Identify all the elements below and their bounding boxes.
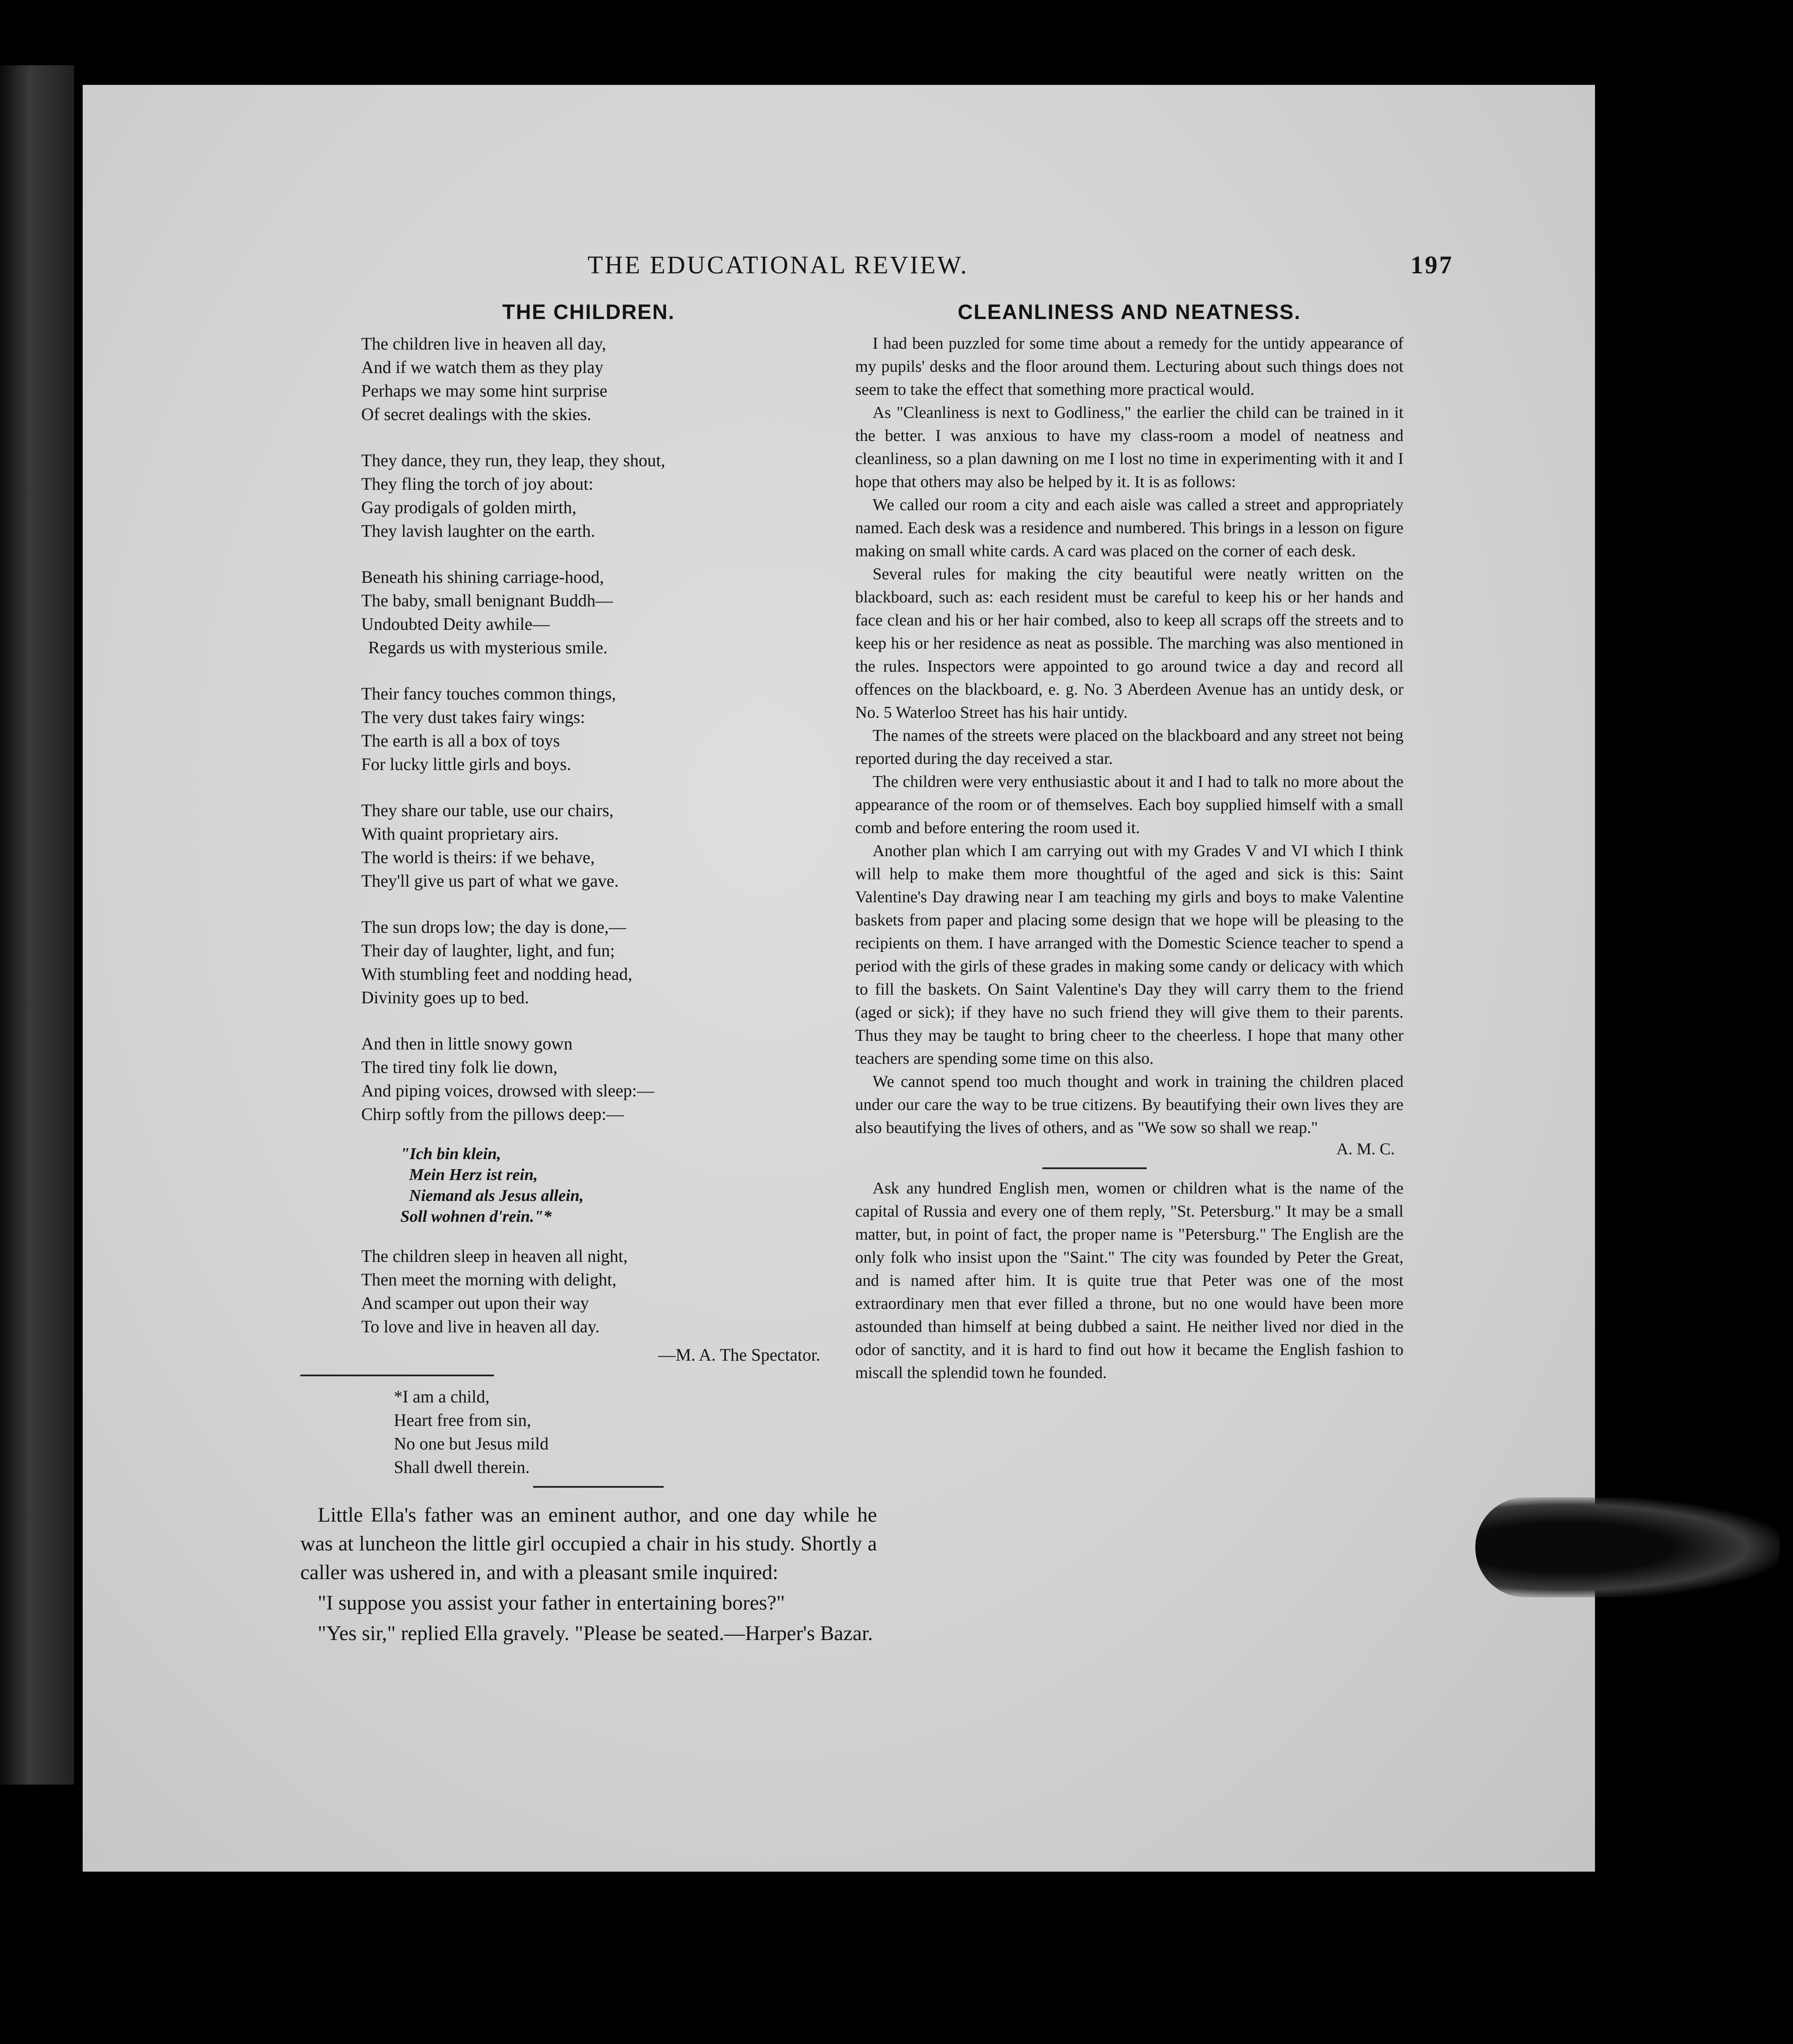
page-number: 197 bbox=[1410, 251, 1454, 279]
poem-line: The world is theirs: if we behave, bbox=[361, 847, 595, 867]
poem-line: Their day of laughter, light, and fun; bbox=[361, 941, 615, 960]
poem-line: They lavish laughter on the earth. bbox=[361, 521, 595, 541]
book-page bbox=[83, 85, 1595, 1872]
poem-line: For lucky little girls and boys. bbox=[361, 754, 571, 774]
german-line: Niemand als Jesus allein, bbox=[409, 1187, 584, 1205]
poem-line: Their fancy touches common things, bbox=[361, 684, 616, 703]
poem-line: With quaint proprietary airs. bbox=[361, 824, 559, 844]
footnote-line: *I am a child, bbox=[394, 1387, 490, 1406]
poem-line: With stumbling feet and nodding head, bbox=[361, 964, 632, 984]
poem-line: Undoubted Deity awhile— bbox=[361, 614, 550, 634]
poem-line: They dance, they run, they leap, they shout, bbox=[361, 450, 665, 470]
anecdote-paragraph: "I suppose you assist your father in entertaining bores?" bbox=[318, 1591, 785, 1614]
poem-body bbox=[361, 332, 877, 1338]
poem-line: The tired tiny folk lie down, bbox=[361, 1057, 558, 1077]
poem-line: The children sleep in heaven all night, bbox=[361, 1246, 628, 1266]
poem-attribution: —M. A. The Spectator. bbox=[658, 1345, 820, 1365]
poem-stanza bbox=[361, 449, 877, 543]
poem-line: The baby, small benignant Buddh— bbox=[361, 591, 613, 610]
german-verse bbox=[361, 1143, 877, 1227]
poem-line: Divinity goes up to bed. bbox=[361, 988, 529, 1007]
poem-stanza bbox=[361, 682, 877, 776]
poem-line: Regards us with mysterious smile. bbox=[368, 638, 608, 657]
poem-line: And piping voices, drowsed with sleep:— bbox=[361, 1081, 655, 1100]
poem-line: Gay prodigals of golden mirth, bbox=[361, 498, 577, 517]
article-paragraph: As "Cleanliness is next to Godliness," the earlier the child can be trained in it the better. I was anxious to have my class-room a model of neatness and cleanliness, so a plan dawning on me I lost no time in experimenting with it and I hope that others may also be helped by it. It is as follows: bbox=[855, 403, 1404, 491]
thumb-shadow bbox=[1475, 1497, 1780, 1597]
poem-line: The earth is all a box of toys bbox=[361, 731, 560, 750]
anecdote-paragraph: Little Ella's father was an eminent author, and one day while he was at luncheon the little girl occupied a chair in his study. Shortly a caller was ushered in, and with a pleasant smile inquired: bbox=[300, 1503, 877, 1584]
poem-title: THE CHILDREN. bbox=[502, 301, 675, 324]
poem-line: And if we watch them as they play bbox=[361, 357, 604, 377]
footnote-line: Shall dwell therein. bbox=[394, 1457, 530, 1477]
poem-line: Of secret dealings with the skies. bbox=[361, 404, 591, 424]
petersburg-item bbox=[855, 1177, 1404, 1385]
poem-line: Then meet the morning with delight, bbox=[361, 1270, 617, 1289]
divider bbox=[1042, 1167, 1147, 1169]
article-paragraph: Several rules for making the city beautiful were neatly written on the blackboard, such as: each resident must be careful to keep his or her hands and face clean and his or her hair combed, also to keep all scraps off the streets and to keep his or her residence as neat as possible. The marching was also mentioned in the rules. Inspectors were appointed to go around twice a day and record all offences on the blackboard, e. g. No. 3 Aberdeen Avenue has an untidy desk, or No. 5 Waterloo Street has his hair untidy. bbox=[855, 565, 1404, 722]
poem-stanza bbox=[361, 1032, 877, 1126]
article-paragraph: The children were very enthusiastic about it and I had to talk no more about the appearance of the room or of themselves. Each boy supplied himself with a small comb and before entering the room used it. bbox=[855, 773, 1404, 837]
anecdote-paragraph: "Yes sir," replied Ella gravely. "Please be seated.—Harper's Bazar. bbox=[318, 1622, 873, 1645]
german-line: Soll wohnen d'rein."* bbox=[400, 1207, 552, 1226]
poem-line: And then in little snowy gown bbox=[361, 1034, 573, 1053]
footnote-line: Heart free from sin, bbox=[394, 1410, 531, 1430]
poem-stanza bbox=[361, 565, 877, 659]
article-signature: A. M. C. bbox=[1336, 1140, 1395, 1158]
poem-line: Perhaps we may some hint surprise bbox=[361, 381, 608, 400]
article-paragraph: I had been puzzled for some time about a remedy for the untidy appearance of my pupils' desks and the floor around them. Lecturing about such things does not seem to take the effect that something more practical would. bbox=[855, 334, 1404, 399]
petersburg-paragraph: Ask any hundred English men, women or children what is the name of the capital of Russia and every one of them reply, "St. Petersburg." It may be a small matter, but, in point of fact, the proper name is "Petersburg." The English are the only folk who insist upon the "Saint." The city was founded by Peter the Great, and is named after him. It is quite true that Peter was one of the most extraordinary men that ever filled a throne, but no one would have been more astounded than himself at being dubbed a saint. He neither lived nor died in the odor of sanctity, and it is hard to find out how it became the English fashion to miscall the splendid town he founded. bbox=[855, 1179, 1404, 1382]
poem-line: They fling the torch of joy about: bbox=[361, 474, 594, 494]
poem-stanza bbox=[361, 799, 877, 893]
poem-stanza bbox=[361, 915, 877, 1009]
article-paragraph: We cannot spend too much thought and work in training the children placed under our care the way to be true citizens. By beautifying their own lives they are also beautifying the lives of others, and as "We sow so shall we reap." bbox=[855, 1072, 1404, 1137]
article-title: CLEANLINESS AND NEATNESS. bbox=[957, 301, 1301, 324]
article-paragraph: Another plan which I am carrying out with my Grades V and VI which I think will help to make them more thoughtful of the aged and sick is this: Saint Valentine's Day drawing near I am teaching my girls and boys to make Valentine baskets from paper and placing some design that we hope will be pleasing to the recipients on them. I have arranged with the Domestic Science teacher to spend a period with the girls of these grades in making some candy or delicacy with which to fill the baskets. On Saint Valentine's Day they will carry them to the friend (aged or sick); if they have no such friend they will give them to their parents. Thus they may be taught to bring cheer to the cheerless. I hope that many other teachers are spending some time on this also. bbox=[855, 842, 1404, 1068]
journal-title: THE EDUCATIONAL REVIEW. bbox=[588, 251, 969, 279]
left-column bbox=[300, 300, 877, 1650]
poem-line: And scamper out upon their way bbox=[361, 1293, 589, 1313]
article-paragraph: The names of the streets were placed on the blackboard and any street not being reported during the day received a star. bbox=[855, 726, 1404, 768]
footnote-translation bbox=[394, 1385, 877, 1479]
poem-stanza bbox=[361, 332, 877, 426]
poem-line: The sun drops low; the day is done,— bbox=[361, 917, 626, 937]
german-line: Mein Herz ist rein, bbox=[409, 1166, 538, 1184]
footnote-line: No one but Jesus mild bbox=[394, 1434, 549, 1453]
article-body bbox=[855, 332, 1404, 1140]
poem-line: The children live in heaven all day, bbox=[361, 334, 606, 353]
book-gutter bbox=[0, 65, 74, 1785]
poem-line: Beneath his shining carriage-hood, bbox=[361, 567, 604, 587]
german-line: "Ich bin klein, bbox=[400, 1145, 501, 1163]
anecdote bbox=[300, 1501, 877, 1648]
poem-line: To love and live in heaven all day. bbox=[361, 1317, 600, 1336]
poem-line: They'll give us part of what we gave. bbox=[361, 871, 619, 891]
article-paragraph: We called our room a city and each aisle was called a street and appropriately named. Each desk was a residence and numbered. This brings in a lesson on figure making on small white cards. A card was placed on the corner of each desk. bbox=[855, 496, 1404, 560]
poem-line: The very dust takes fairy wings: bbox=[361, 707, 585, 727]
right-column bbox=[855, 300, 1404, 1385]
poem-line: They share our table, use our chairs, bbox=[361, 800, 614, 820]
divider bbox=[533, 1486, 664, 1488]
poem-line: Chirp softly from the pillows deep:— bbox=[361, 1104, 624, 1124]
divider bbox=[300, 1375, 494, 1376]
poem-stanza bbox=[361, 1244, 877, 1338]
